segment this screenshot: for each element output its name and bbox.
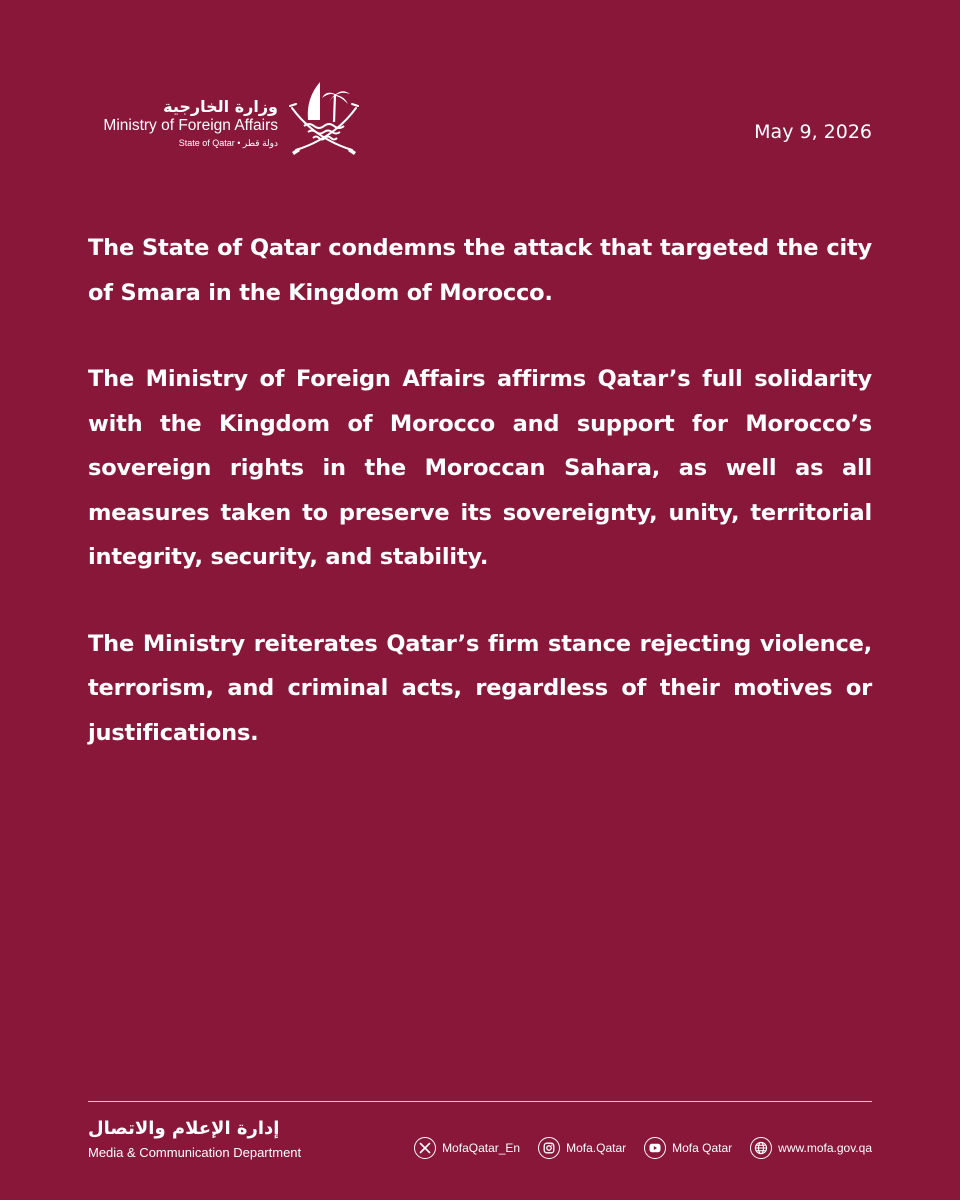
qatar-emblem-icon <box>286 76 362 158</box>
social-label: Mofa.Qatar <box>566 1141 627 1155</box>
statement-date: May 9, 2026 <box>754 121 872 143</box>
state-of-qatar-line: State of Qatar • دولة قطر <box>178 138 278 148</box>
ministry-logo-text <box>88 98 278 150</box>
statement-paragraph: The Ministry reiterates Qatar’s firm stance rejecting violence, terrorism, and criminal acts, regardless of their motives or justifications. <box>88 630 872 746</box>
social-link-website[interactable] <box>750 1137 872 1159</box>
statement-paragraph: The Ministry of Foreign Affairs affirms Qatar’s full solidarity with the Kingdom of Morocco and support for Morocco’s sovereign rights in the Moroccan Sahara, as well as all measures taken to preserve its sovereignty, unity, territorial integrity, security, and stability. <box>88 366 872 570</box>
social-label: MofaQatar_En <box>442 1141 521 1155</box>
statement-body <box>88 226 872 797</box>
globe-icon <box>750 1137 772 1159</box>
statement-paragraph: The State of Qatar condemns the attack that targeted the city of Smara in the Kingdom of Morocco. <box>88 235 872 306</box>
header <box>88 76 872 160</box>
x-icon <box>414 1137 436 1159</box>
department-credit <box>88 1118 328 1162</box>
social-link-x[interactable] <box>414 1137 520 1159</box>
ministry-english-name: Ministry of Foreign Affairs <box>103 117 278 134</box>
social-links <box>414 1135 872 1161</box>
social-label: Mofa Qatar <box>672 1141 733 1155</box>
social-link-youtube[interactable] <box>644 1137 732 1159</box>
social-label: www.mofa.gov.qa <box>778 1141 872 1155</box>
social-link-instagram[interactable] <box>538 1137 626 1159</box>
department-arabic-name: إدارة الإعلام والاتصال <box>88 1118 280 1139</box>
ministry-arabic-name: وزارة الخارجية <box>163 97 278 116</box>
instagram-icon <box>538 1137 560 1159</box>
youtube-icon <box>644 1137 666 1159</box>
department-english-name: Media & Communication Department <box>88 1145 302 1160</box>
footer-divider <box>88 1101 872 1102</box>
